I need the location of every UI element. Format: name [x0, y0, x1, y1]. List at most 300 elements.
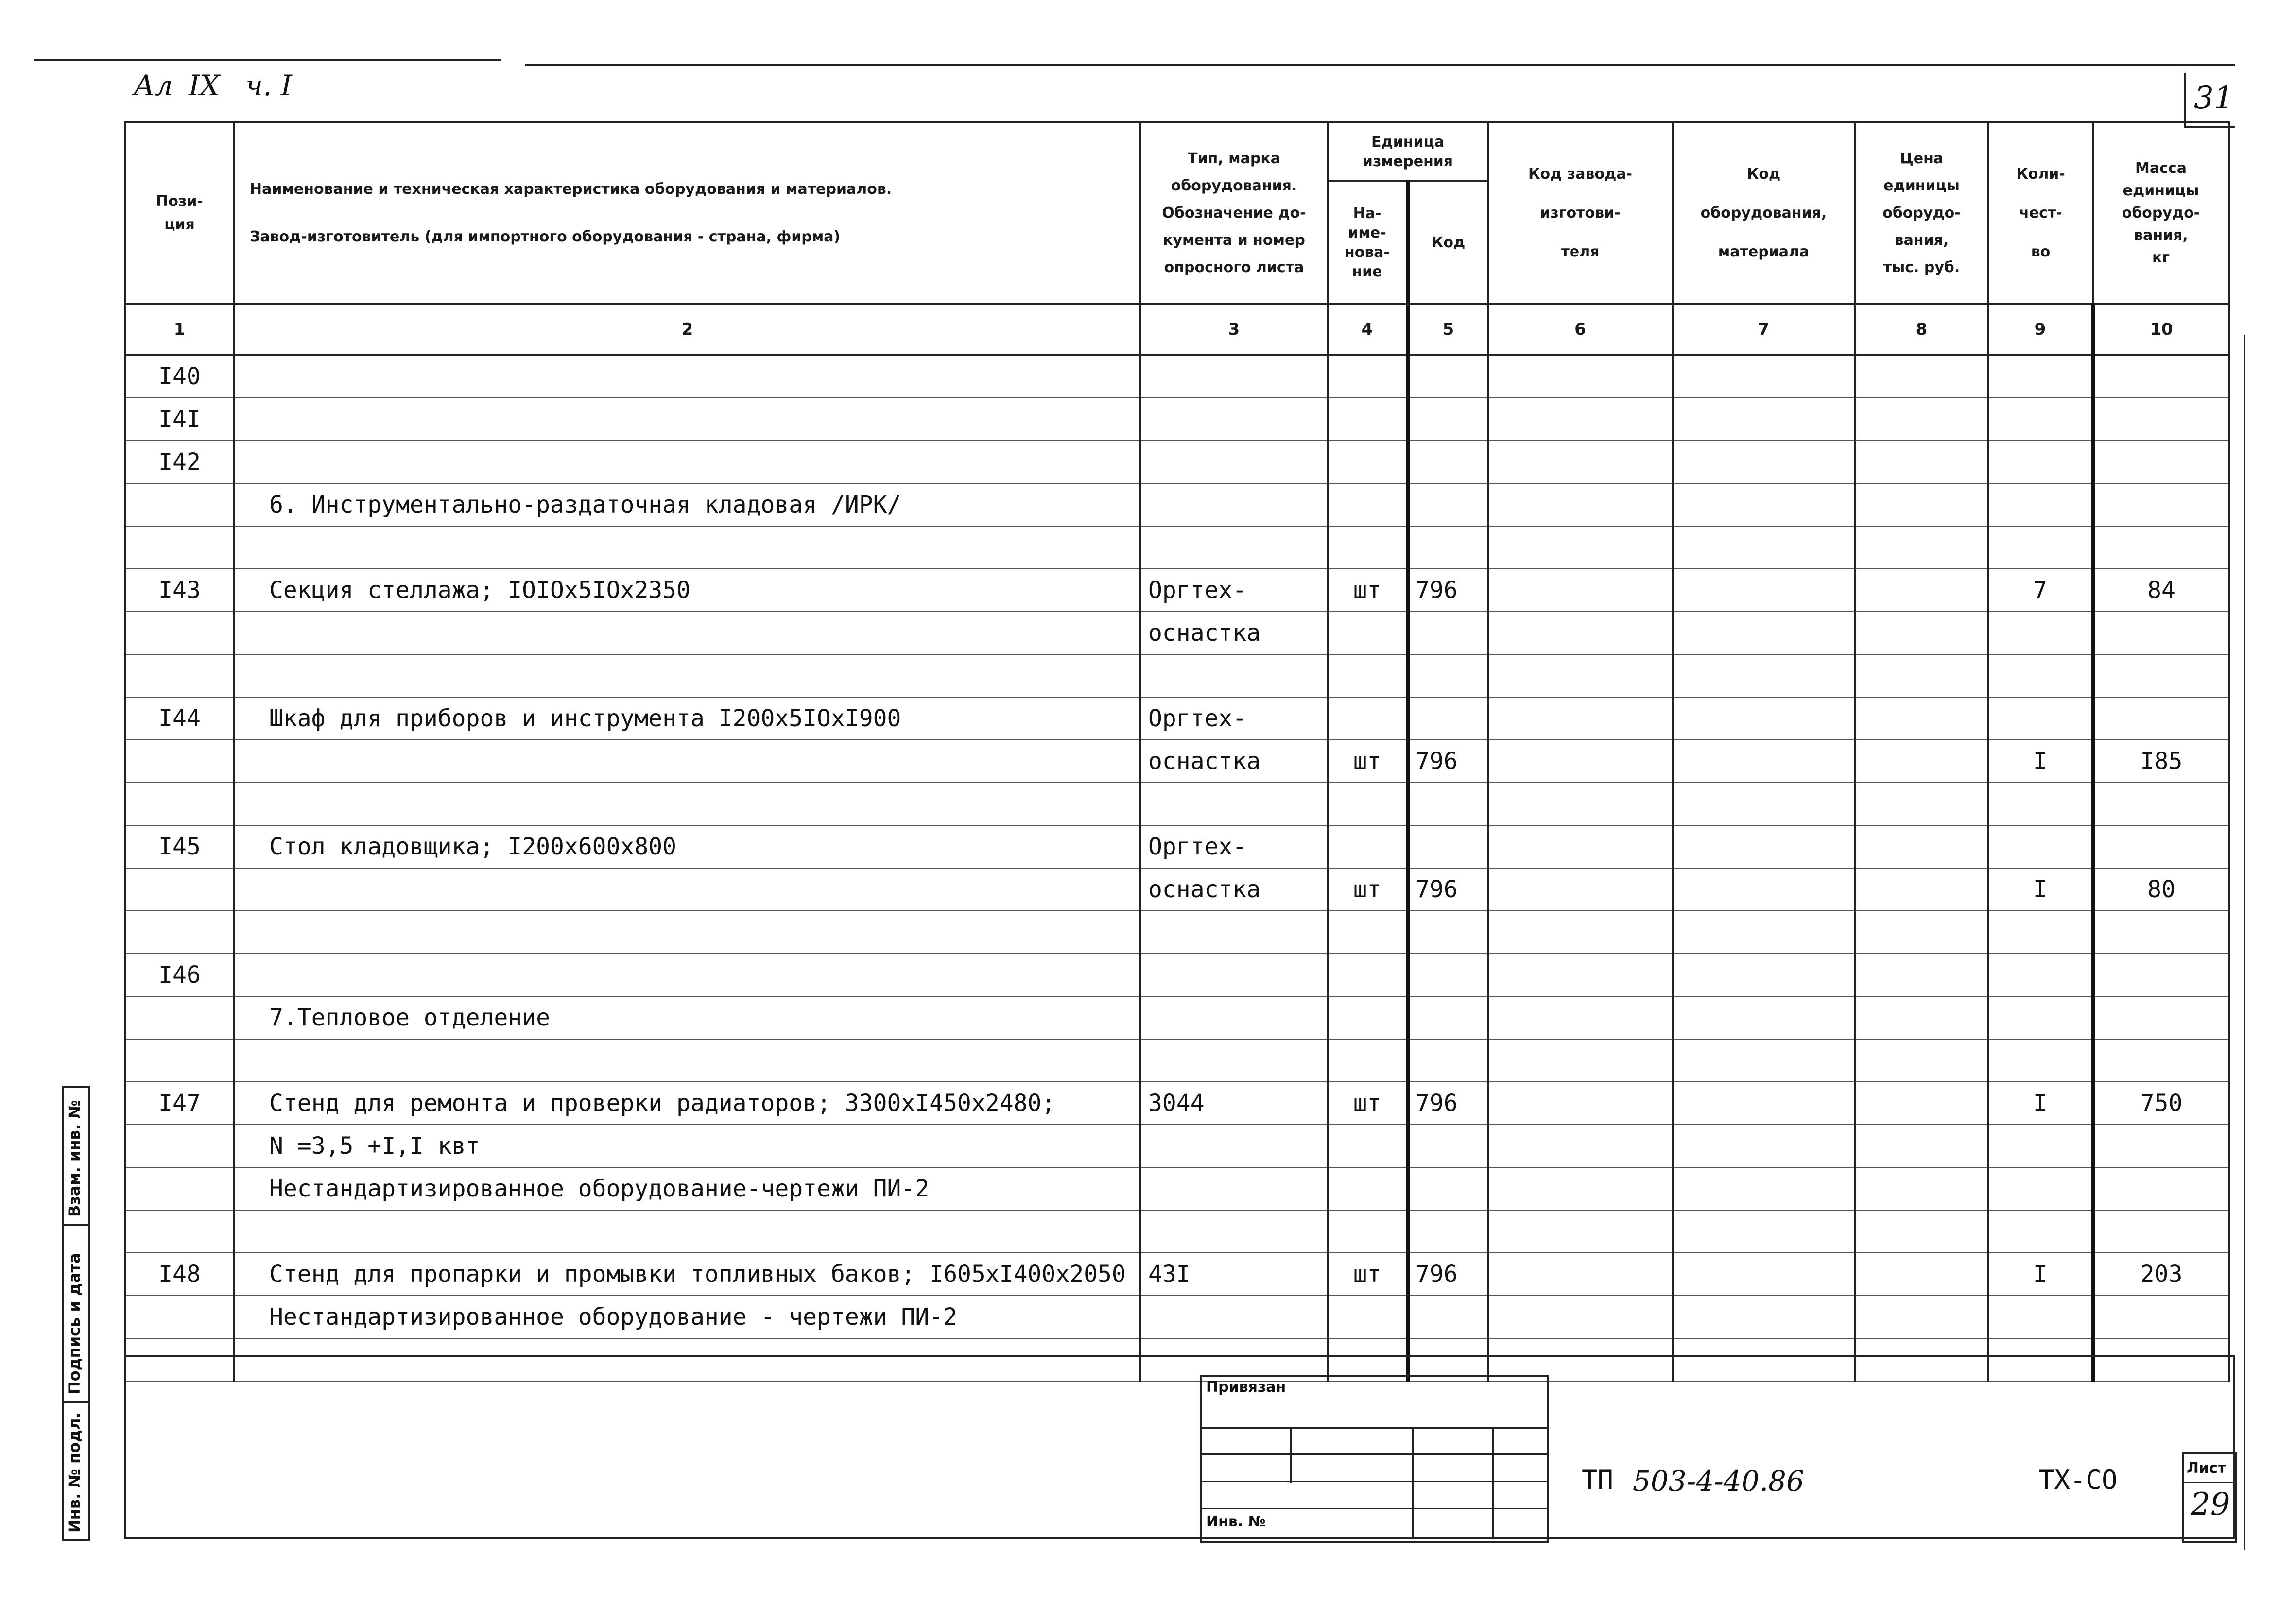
row-name: [234, 954, 1140, 996]
side-stamp-divider: [62, 1224, 88, 1226]
table-row: [125, 1039, 2229, 1082]
row-unit: [1328, 355, 1408, 398]
row-name: [234, 868, 1140, 911]
row-maker-code: [1488, 355, 1673, 398]
row-unit-code: 796: [1408, 1082, 1488, 1125]
equipment-spec-table: [124, 121, 2230, 1382]
row-equipment-code: [1673, 1296, 1855, 1338]
row-price: [1855, 740, 1988, 783]
header-quantity: Коли- чест- во: [1988, 122, 2093, 304]
row-unit: шт: [1328, 1082, 1408, 1125]
row-maker-code: [1488, 996, 1673, 1039]
frame-left: [124, 121, 126, 1539]
row-mass: [2093, 1296, 2229, 1338]
row-position: [125, 483, 234, 526]
row-unit: [1328, 483, 1408, 526]
row-type: 43I: [1140, 1253, 1328, 1296]
row-quantity: [1988, 526, 2093, 569]
row-maker-code: [1488, 483, 1673, 526]
row-unit-code: [1408, 1039, 1488, 1082]
row-mass: [2093, 441, 2229, 483]
document-prefix: ТП: [1582, 1465, 1614, 1495]
row-mass: [2093, 1210, 2229, 1253]
row-type: оснастка: [1140, 612, 1328, 654]
row-maker-code: [1488, 654, 1673, 697]
linked-box-rule: [1200, 1453, 1547, 1455]
row-name: Стол кладовщика; I200x600x800: [234, 825, 1140, 868]
table-row: [125, 996, 2229, 1039]
row-quantity: [1988, 697, 2093, 740]
row-equipment-code: [1673, 569, 1855, 612]
row-maker-code: [1488, 398, 1673, 441]
sheet-box-rule: [2182, 1482, 2235, 1483]
row-name: Стенд для ремонта и проверки радиаторов; 3300xI450x2480;: [234, 1082, 1140, 1125]
row-maker-code: [1488, 1296, 1673, 1338]
sheet-label: Лист: [2187, 1460, 2227, 1477]
row-price: [1855, 868, 1988, 911]
row-mass: [2093, 1338, 2229, 1381]
row-price: [1855, 398, 1988, 441]
row-price: [1855, 1253, 1988, 1296]
row-mass: 203: [2093, 1253, 2229, 1296]
row-unit-code: 796: [1408, 868, 1488, 911]
table-row: [125, 783, 2229, 825]
row-position: I48: [125, 1253, 234, 1296]
row-maker-code: [1488, 825, 1673, 868]
table-row: [125, 526, 2229, 569]
linked-label: Привязан: [1206, 1379, 1286, 1396]
row-equipment-code: [1673, 740, 1855, 783]
row-quantity: [1988, 441, 2093, 483]
side-label-replacement: Взам. инв. №: [65, 1100, 84, 1217]
row-mass: [2093, 954, 2229, 996]
row-maker-code: [1488, 1253, 1673, 1296]
row-price: [1855, 569, 1988, 612]
row-quantity: [1988, 612, 2093, 654]
row-position: I47: [125, 1082, 234, 1125]
row-type: [1140, 526, 1328, 569]
column-number: 7: [1673, 304, 1855, 355]
column-number: 3: [1140, 304, 1328, 355]
header-unit-group: Единица измерения: [1328, 122, 1488, 181]
row-price: [1855, 526, 1988, 569]
row-equipment-code: [1673, 526, 1855, 569]
row-unit: шт: [1328, 569, 1408, 612]
row-mass: 750: [2093, 1082, 2229, 1125]
header-mass: Масса единицы оборудо- вания, кг: [2093, 122, 2229, 304]
row-price: [1855, 783, 1988, 825]
row-position: [125, 612, 234, 654]
row-mass: 84: [2093, 569, 2229, 612]
part-mark: ч. I: [245, 69, 292, 102]
row-type: [1140, 1125, 1328, 1167]
table-row: [125, 1167, 2229, 1210]
row-position: [125, 526, 234, 569]
side-label-original: Инв. № подл.: [65, 1412, 84, 1533]
row-equipment-code: [1673, 1338, 1855, 1381]
row-price: [1855, 954, 1988, 996]
row-name: 7.Тепловое отделение: [234, 996, 1140, 1039]
row-unit: [1328, 526, 1408, 569]
row-quantity: [1988, 1167, 2093, 1210]
table-row: [125, 1125, 2229, 1167]
row-unit-code: [1408, 612, 1488, 654]
table-row: [125, 954, 2229, 996]
row-equipment-code: [1673, 954, 1855, 996]
row-quantity: [1988, 1210, 2093, 1253]
row-type: [1140, 1296, 1328, 1338]
row-type: [1140, 911, 1328, 954]
row-name: [234, 398, 1140, 441]
header-equipment-code: Код оборудования, материала: [1673, 122, 1855, 304]
column-number: 6: [1488, 304, 1673, 355]
row-position: [125, 1338, 234, 1381]
row-equipment-code: [1673, 355, 1855, 398]
row-unit-code: [1408, 697, 1488, 740]
archive-roman: IX: [189, 69, 220, 102]
row-price: [1855, 355, 1988, 398]
row-type: [1140, 654, 1328, 697]
table-row: [125, 1082, 2229, 1125]
row-name: [234, 1210, 1140, 1253]
row-type: [1140, 1167, 1328, 1210]
row-mass: [2093, 483, 2229, 526]
row-price: [1855, 1125, 1988, 1167]
row-price: [1855, 697, 1988, 740]
row-mass: [2093, 1167, 2229, 1210]
row-unit-code: [1408, 783, 1488, 825]
table-row: [125, 612, 2229, 654]
row-name: [234, 441, 1140, 483]
row-name: N =3,5 +I,I квт: [234, 1125, 1140, 1167]
row-price: [1855, 1167, 1988, 1210]
row-maker-code: [1488, 911, 1673, 954]
row-unit-code: 796: [1408, 1253, 1488, 1296]
row-unit-code: [1408, 398, 1488, 441]
row-maker-code: [1488, 697, 1673, 740]
row-type: оснастка: [1140, 868, 1328, 911]
row-price: [1855, 654, 1988, 697]
column-number: 1: [125, 304, 234, 355]
row-mass: [2093, 612, 2229, 654]
row-quantity: I: [1988, 1253, 2093, 1296]
table-row: [125, 1253, 2229, 1296]
header-unit-price: Цена единицы оборудо- вания, тыс. руб.: [1855, 122, 1988, 304]
frame-bottom: [124, 1537, 2235, 1539]
row-mass: [2093, 1125, 2229, 1167]
top-rule-left: [34, 59, 501, 61]
row-position: I42: [125, 441, 234, 483]
table-row: [125, 441, 2229, 483]
row-price: [1855, 483, 1988, 526]
header-name: [234, 122, 1140, 304]
linked-box-col: [1412, 1427, 1414, 1539]
row-mass: [2093, 697, 2229, 740]
row-quantity: [1988, 783, 2093, 825]
row-name: Секция стеллажа; IOIOx5IOx2350: [234, 569, 1140, 612]
row-price: [1855, 911, 1988, 954]
side-stamp-divider: [62, 1401, 88, 1403]
row-unit-code: [1408, 1125, 1488, 1167]
row-position: [125, 1039, 234, 1082]
header-name-line1: Наименование и техническая характеристика оборудования и материалов.: [250, 181, 892, 198]
table-row: [125, 825, 2229, 868]
column-number: 4: [1328, 304, 1408, 355]
row-position: [125, 996, 234, 1039]
header-type: Тип, марка оборудования. Обозначение до- кумента и номер опросного листа: [1140, 122, 1328, 304]
row-quantity: [1988, 1125, 2093, 1167]
row-unit: [1328, 825, 1408, 868]
row-mass: 80: [2093, 868, 2229, 911]
row-quantity: I: [1988, 1082, 2093, 1125]
row-unit: шт: [1328, 868, 1408, 911]
row-unit-code: [1408, 441, 1488, 483]
row-maker-code: [1488, 740, 1673, 783]
row-maker-code: [1488, 1039, 1673, 1082]
table-row: [125, 868, 2229, 911]
page-number: 31: [2194, 80, 2234, 116]
row-name: [234, 612, 1140, 654]
row-unit-code: [1408, 1167, 1488, 1210]
table-row: [125, 483, 2229, 526]
row-unit: [1328, 954, 1408, 996]
row-equipment-code: [1673, 868, 1855, 911]
row-mass: [2093, 1039, 2229, 1082]
row-maker-code: [1488, 1167, 1673, 1210]
table-row: [125, 1296, 2229, 1338]
row-type: [1140, 1039, 1328, 1082]
row-mass: [2093, 398, 2229, 441]
row-unit-code: [1408, 654, 1488, 697]
table-row: [125, 1338, 2229, 1381]
archive-label: Ал: [134, 69, 173, 102]
row-maker-code: [1488, 1125, 1673, 1167]
row-unit: шт: [1328, 740, 1408, 783]
row-maker-code: [1488, 612, 1673, 654]
table-row: [125, 654, 2229, 697]
table-row: [125, 569, 2229, 612]
row-price: [1855, 1039, 1988, 1082]
row-position: [125, 1296, 234, 1338]
linked-box-rule: [1200, 1481, 1547, 1482]
row-equipment-code: [1673, 612, 1855, 654]
row-position: I46: [125, 954, 234, 996]
side-label-signature: Подпись и дата: [65, 1253, 84, 1394]
row-mass: [2093, 654, 2229, 697]
document-number: 503-4-40.86: [1633, 1465, 1804, 1498]
row-quantity: [1988, 1338, 2093, 1381]
row-mass: [2093, 783, 2229, 825]
row-position: [125, 740, 234, 783]
row-type: [1140, 954, 1328, 996]
archive-mark: [134, 69, 220, 102]
row-equipment-code: [1673, 398, 1855, 441]
row-type: [1140, 441, 1328, 483]
linked-box-col: [1492, 1427, 1494, 1539]
row-name: [234, 654, 1140, 697]
sheet-number: 29: [2191, 1486, 2230, 1522]
row-name: 6. Инструментально-раздаточная кладовая /ИРК/: [234, 483, 1140, 526]
row-equipment-code: [1673, 654, 1855, 697]
linked-box-rule: [1200, 1508, 1547, 1509]
column-number: 5: [1408, 304, 1488, 355]
header-unit-name: На- име- нова- ние: [1328, 181, 1408, 304]
row-type: [1140, 398, 1328, 441]
row-type: Оргтех-: [1140, 825, 1328, 868]
row-quantity: [1988, 911, 2093, 954]
document-code: ТХ-СО: [2038, 1465, 2118, 1495]
table-end-line: [124, 1355, 2235, 1357]
row-unit-code: 796: [1408, 569, 1488, 612]
row-price: [1855, 1210, 1988, 1253]
row-unit: [1328, 1125, 1408, 1167]
row-quantity: [1988, 1039, 2093, 1082]
column-number: 10: [2093, 304, 2229, 355]
row-price: [1855, 441, 1988, 483]
row-type: [1140, 355, 1328, 398]
linked-box-rule: [1200, 1427, 1547, 1429]
row-quantity: [1988, 398, 2093, 441]
linked-box-col: [1290, 1427, 1292, 1483]
table-row: [125, 1210, 2229, 1253]
row-quantity: I: [1988, 868, 2093, 911]
row-position: [125, 654, 234, 697]
row-quantity: [1988, 355, 2093, 398]
row-equipment-code: [1673, 1082, 1855, 1125]
row-position: [125, 911, 234, 954]
header-position: Пози- ция: [125, 122, 234, 304]
row-name: [234, 740, 1140, 783]
row-mass: [2093, 911, 2229, 954]
row-name: [234, 526, 1140, 569]
row-unit-code: [1408, 1210, 1488, 1253]
row-equipment-code: [1673, 1210, 1855, 1253]
table-row: [125, 355, 2229, 398]
row-type: [1140, 996, 1328, 1039]
row-mass: [2093, 996, 2229, 1039]
row-maker-code: [1488, 868, 1673, 911]
header-name-line2: Завод-изготовитель (для импортного оборудования - страна, фирма): [250, 228, 841, 245]
row-quantity: 7: [1988, 569, 2093, 612]
row-equipment-code: [1673, 441, 1855, 483]
column-number: 9: [1988, 304, 2093, 355]
row-equipment-code: [1673, 1167, 1855, 1210]
row-name: Нестандартизированное оборудование-чертежи ПИ-2: [234, 1167, 1140, 1210]
row-unit-code: [1408, 996, 1488, 1039]
row-unit: [1328, 996, 1408, 1039]
row-equipment-code: [1673, 825, 1855, 868]
column-number: 2: [234, 304, 1140, 355]
row-unit-code: [1408, 911, 1488, 954]
row-type: [1140, 1210, 1328, 1253]
row-unit-code: [1408, 954, 1488, 996]
row-equipment-code: [1673, 911, 1855, 954]
row-maker-code: [1488, 441, 1673, 483]
row-position: I44: [125, 697, 234, 740]
table-row: [125, 697, 2229, 740]
row-unit-code: [1408, 526, 1488, 569]
row-type: [1140, 783, 1328, 825]
header-unit-code: Код: [1408, 181, 1488, 304]
row-unit-code: 796: [1408, 740, 1488, 783]
row-unit: [1328, 1210, 1408, 1253]
row-name: Стенд для пропарки и промывки топливных баков; I605xI400x2050: [234, 1253, 1140, 1296]
row-unit-code: [1408, 355, 1488, 398]
row-unit: [1328, 612, 1408, 654]
row-position: I45: [125, 825, 234, 868]
row-price: [1855, 1296, 1988, 1338]
column-number: 8: [1855, 304, 1988, 355]
row-type: оснастка: [1140, 740, 1328, 783]
row-position: [125, 783, 234, 825]
row-position: [125, 1210, 234, 1253]
row-maker-code: [1488, 1210, 1673, 1253]
row-name: Нестандартизированное оборудование - чертежи ПИ-2: [234, 1296, 1140, 1338]
header-maker-code: Код завода- изготови- теля: [1488, 122, 1673, 304]
row-mass: [2093, 825, 2229, 868]
table-row: [125, 398, 2229, 441]
row-quantity: I: [1988, 740, 2093, 783]
row-type: Оргтех-: [1140, 569, 1328, 612]
row-mass: [2093, 526, 2229, 569]
row-equipment-code: [1673, 1039, 1855, 1082]
row-maker-code: [1488, 783, 1673, 825]
row-price: [1855, 1338, 1988, 1381]
row-quantity: [1988, 1296, 2093, 1338]
row-mass: I85: [2093, 740, 2229, 783]
row-price: [1855, 1082, 1988, 1125]
row-equipment-code: [1673, 483, 1855, 526]
row-position: [125, 868, 234, 911]
row-maker-code: [1488, 1082, 1673, 1125]
row-unit: [1328, 1296, 1408, 1338]
row-quantity: [1988, 483, 2093, 526]
row-unit: [1328, 783, 1408, 825]
row-unit: [1328, 441, 1408, 483]
row-unit: [1328, 697, 1408, 740]
row-position: I43: [125, 569, 234, 612]
row-equipment-code: [1673, 697, 1855, 740]
row-equipment-code: [1673, 783, 1855, 825]
row-position: [125, 1167, 234, 1210]
row-unit-code: [1408, 825, 1488, 868]
inventory-label: Инв. №: [1206, 1513, 1266, 1530]
row-unit: [1328, 654, 1408, 697]
margin-line-right: [2244, 335, 2245, 1550]
row-position: I40: [125, 355, 234, 398]
row-equipment-code: [1673, 1125, 1855, 1167]
row-name: [234, 355, 1140, 398]
row-maker-code: [1488, 954, 1673, 996]
row-unit-code: [1408, 483, 1488, 526]
row-unit: шт: [1328, 1253, 1408, 1296]
row-name: [234, 783, 1140, 825]
row-name: Шкаф для приборов и инструмента I200x5IOxI900: [234, 697, 1140, 740]
row-unit: [1328, 911, 1408, 954]
row-type: [1140, 483, 1328, 526]
row-maker-code: [1488, 526, 1673, 569]
row-unit: [1328, 398, 1408, 441]
table-row: [125, 740, 2229, 783]
row-price: [1855, 612, 1988, 654]
row-maker-code: [1488, 569, 1673, 612]
row-price: [1855, 996, 1988, 1039]
row-name: [234, 1338, 1140, 1381]
row-name: [234, 1039, 1140, 1082]
row-quantity: [1988, 996, 2093, 1039]
top-rule-right: [525, 64, 2235, 66]
row-type: 3044: [1140, 1082, 1328, 1125]
